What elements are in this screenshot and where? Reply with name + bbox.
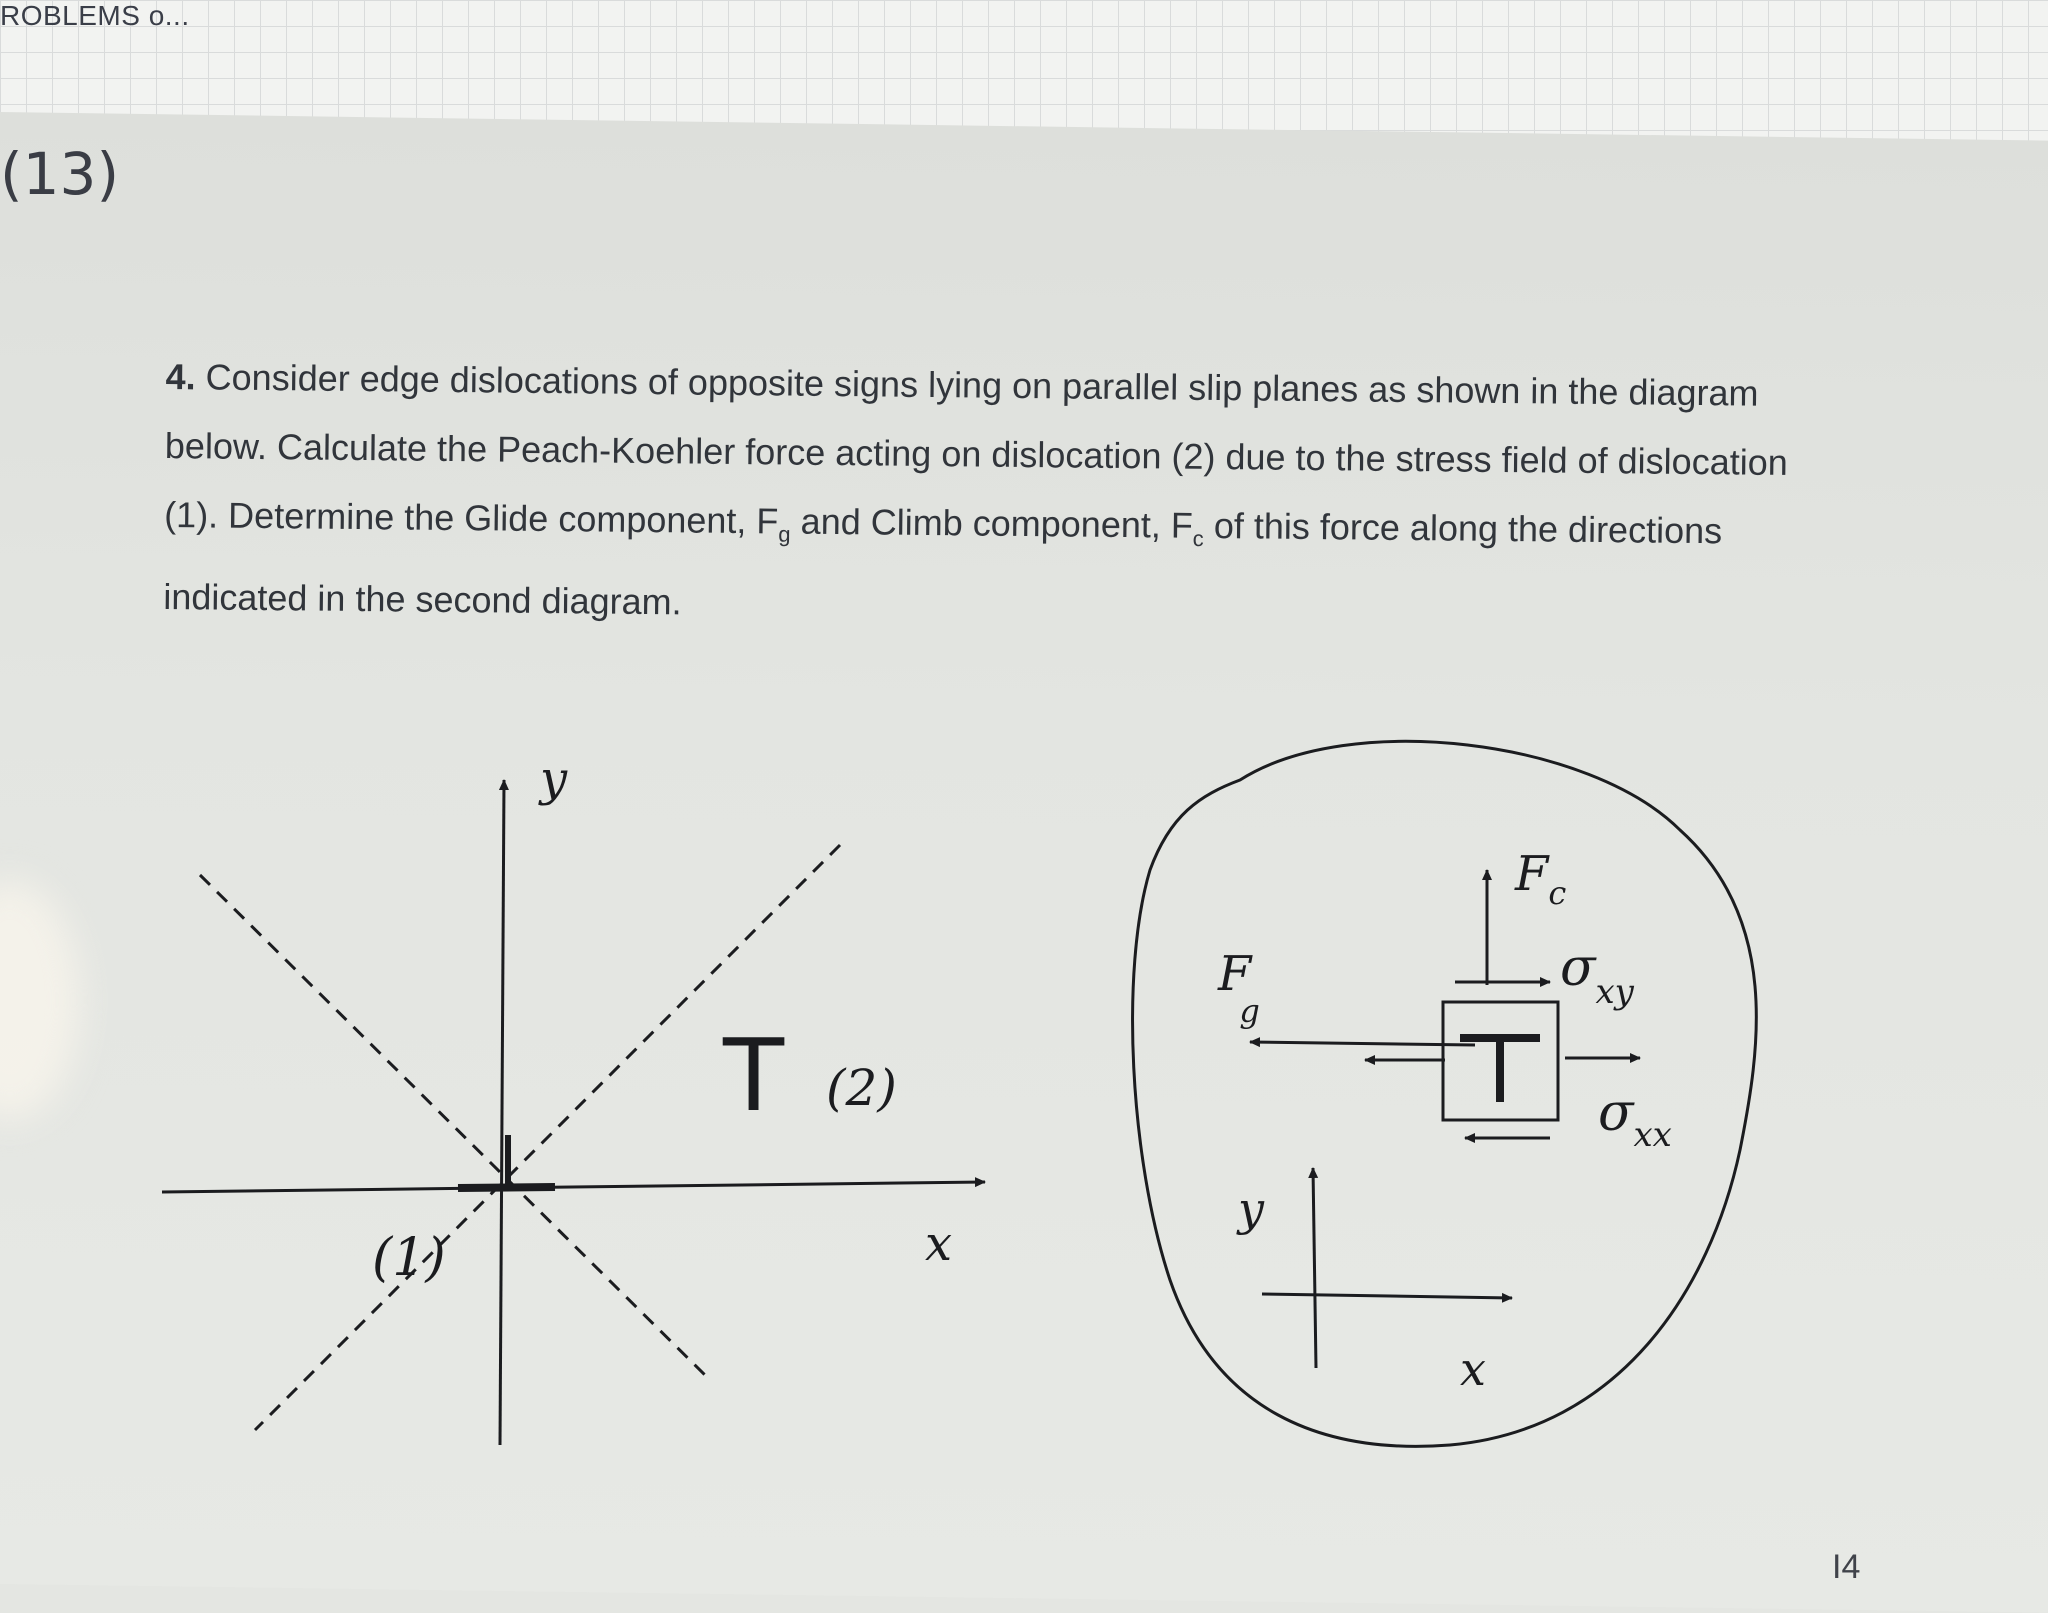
- tab-title: ROBLEMS o...: [0, 0, 190, 31]
- footer-mark: I4: [1832, 1548, 1861, 1586]
- force-components-diagram: [1120, 720, 1780, 1460]
- problem-text-2: and Climb component, F: [790, 500, 1194, 546]
- climb-force-label: $F_c$: [1515, 846, 1567, 912]
- handwritten-problem-number: (13): [0, 140, 120, 208]
- dislocation-1-label: (1): [372, 1228, 446, 1288]
- glide-subscript: g: [778, 521, 791, 547]
- x-axis: [162, 1182, 985, 1192]
- x-axis-label: x: [925, 1216, 953, 1272]
- dislocation-diagram-1: [140, 750, 1020, 1470]
- dislocation-2-symbol: T: [723, 1017, 785, 1134]
- dislocation-1-slip-plane: [458, 1187, 555, 1188]
- dashed-line-ascending: [255, 845, 840, 1430]
- local-x-label: x: [1460, 1342, 1486, 1396]
- local-y-axis: [1313, 1168, 1316, 1368]
- glide-force-arrow: [1250, 1042, 1475, 1045]
- y-axis: [500, 780, 504, 1445]
- dislocation-2-label: (2): [826, 1059, 897, 1117]
- problem-text-1: Consider edge dislocations of opposite signs lying on parallel slip planes as shown in the diagram below. Calculate the Peach-Koehler force acting on dislocation (2) due to the stress field of dislocation (1). Determine the Glide component, F: [163, 356, 1788, 542]
- local-y-label: y: [1238, 1182, 1264, 1236]
- y-axis-label: y: [540, 751, 568, 807]
- problem-statement: [163, 342, 1826, 649]
- sigma-xy-label: $\sigma_{xy}$: [1560, 938, 1634, 1012]
- local-x-axis: [1262, 1294, 1512, 1298]
- glide-force-label: F g: [1218, 946, 1260, 1030]
- climb-subscript: c: [1192, 525, 1204, 552]
- sigma-xx-label: $\sigma_{xx}$: [1598, 1083, 1672, 1155]
- problem-number: 4.: [165, 355, 196, 398]
- problem-text-3: of this force along the directions indicated in the second diagram.: [163, 504, 1723, 623]
- dashed-line-descending: [200, 875, 710, 1380]
